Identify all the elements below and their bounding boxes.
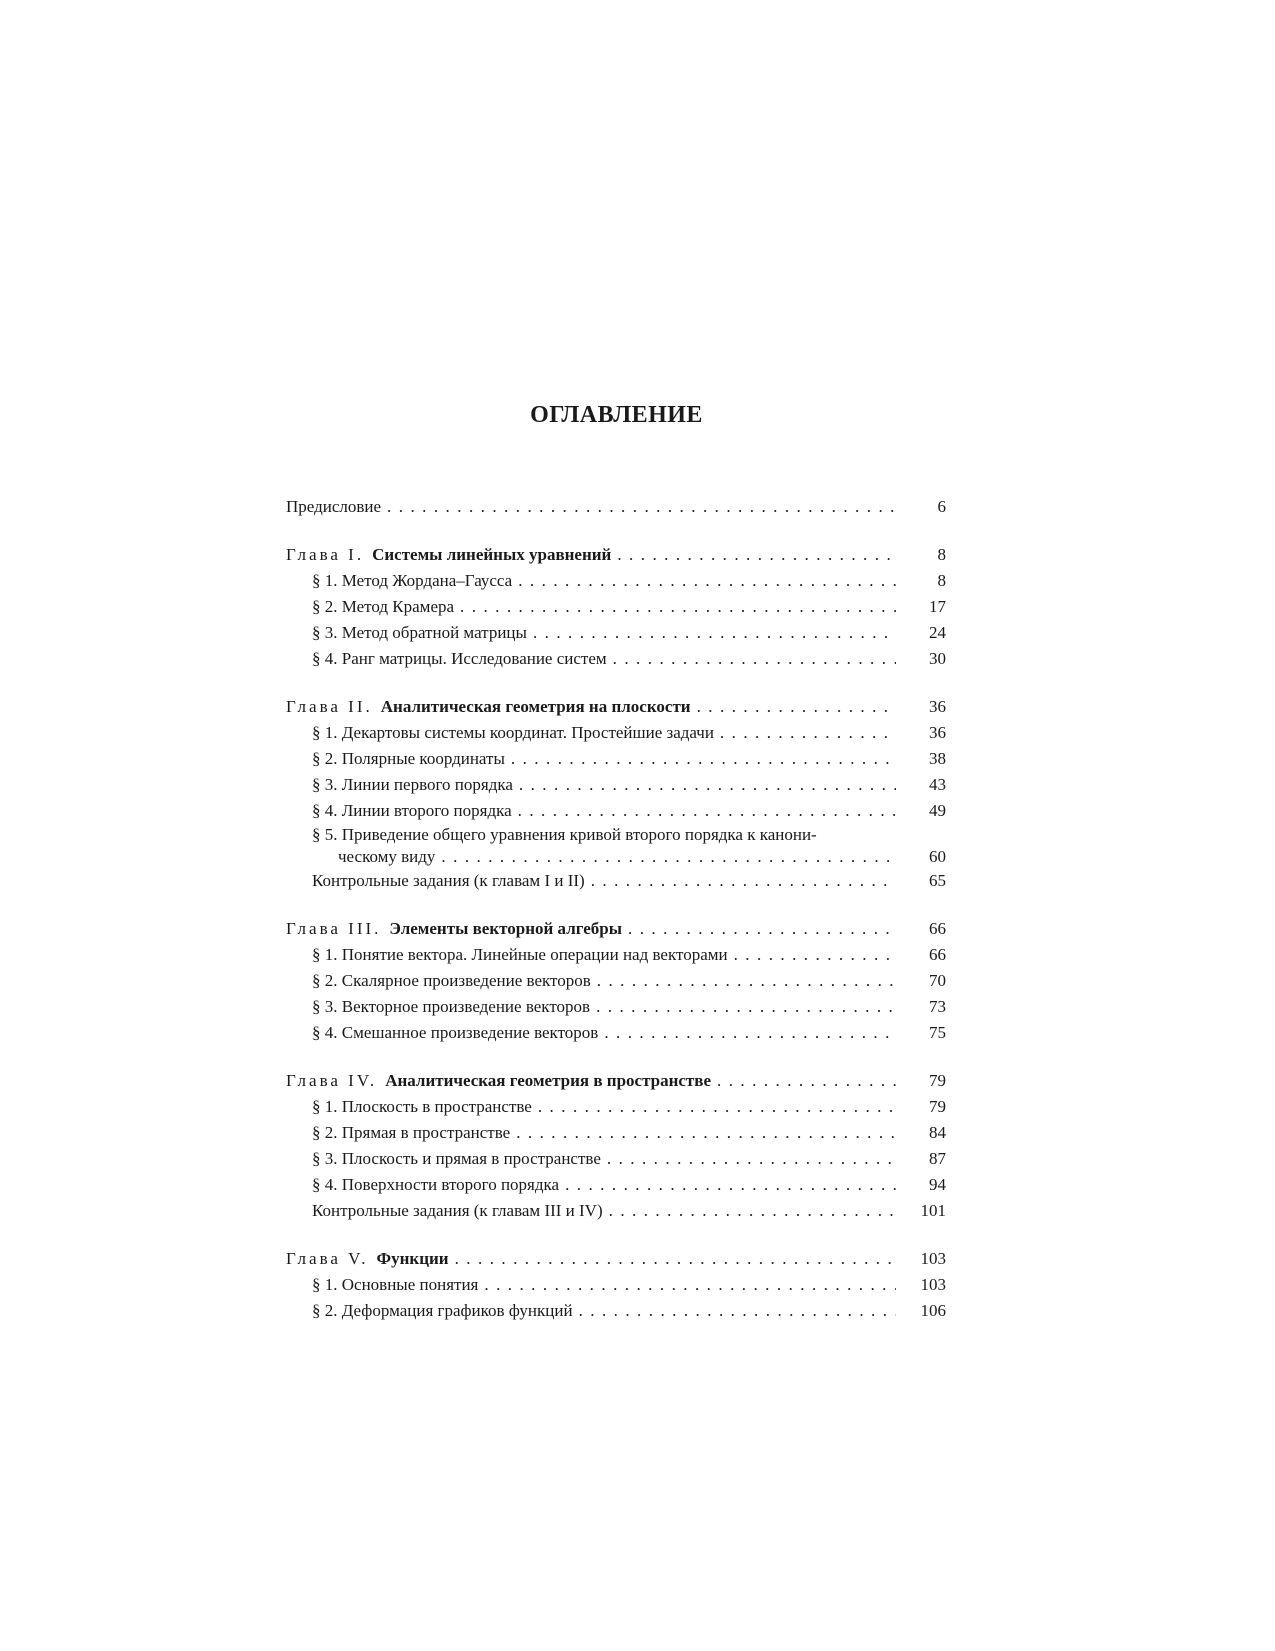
dot-leader [511, 746, 896, 772]
chapter-label: Глава V. [286, 1249, 369, 1268]
toc-page-number: 106 [920, 1301, 946, 1320]
section-title: § 3. Линии первого порядка [312, 775, 513, 794]
dot-leader [387, 494, 896, 520]
section-title-line1: § 5. Приведение общего уравнения кривой второго порядка к канони- [312, 825, 817, 844]
toc-page-number: 75 [929, 1023, 946, 1042]
section-title: § 1. Плоскость в пространстве [312, 1097, 532, 1116]
toc-section-wrapped [286, 824, 946, 846]
toc-chapter-2 [286, 694, 946, 720]
toc-page-number: 65 [929, 871, 946, 890]
dot-leader [609, 1198, 896, 1224]
dot-leader [597, 968, 896, 994]
toc-section [286, 1272, 946, 1298]
section-title: § 4. Ранг матрицы. Исследование систем [312, 649, 607, 668]
toc-page-number: 94 [929, 1175, 946, 1194]
dot-leader [617, 542, 896, 568]
toc-page-number: 8 [937, 571, 946, 590]
dot-leader [519, 772, 896, 798]
chapter-title: Аналитическая геометрия на плоскости [380, 697, 691, 716]
dot-leader [579, 1298, 896, 1324]
dot-leader [697, 694, 896, 720]
toc-section [286, 620, 946, 646]
toc-page-number: 87 [929, 1149, 946, 1168]
section-title: § 1. Понятие вектора. Линейные операции над векторами [312, 945, 728, 964]
toc-section [286, 1020, 946, 1046]
chapter-title: Аналитическая геометрия в пространстве [385, 1071, 712, 1090]
section-title: § 2. Метод Крамера [312, 597, 455, 616]
toc-section [286, 746, 946, 772]
toc-page-number: 66 [929, 945, 946, 964]
toc-page-number: 36 [929, 723, 946, 742]
dot-leader [607, 1146, 896, 1172]
dot-leader [591, 868, 896, 894]
toc-section [286, 720, 946, 746]
dot-leader [516, 1120, 896, 1146]
toc-page-number: 6 [937, 497, 946, 516]
dot-leader [441, 846, 896, 868]
toc-page-number: 36 [929, 697, 946, 716]
toc-chapter-5 [286, 1246, 946, 1272]
toc-page-number: 79 [929, 1071, 946, 1090]
toc-section [286, 594, 946, 620]
section-title: § 1. Основные понятия [312, 1275, 479, 1294]
toc-page-number: 38 [929, 749, 946, 768]
chapter-title: Системы линейных уравнений [372, 545, 612, 564]
toc-page-number: 103 [920, 1275, 946, 1294]
toc-section [286, 994, 946, 1020]
dot-leader [455, 1246, 896, 1272]
toc-entry-preface [286, 494, 946, 520]
toc-page-number: 66 [929, 919, 946, 938]
toc-entry-title: Предисловие [286, 497, 382, 516]
toc-section [286, 646, 946, 672]
chapter-label: Глава I. [286, 545, 365, 564]
dot-leader [460, 594, 896, 620]
dot-leader [565, 1172, 896, 1198]
dot-leader [484, 1272, 896, 1298]
toc-page-number: 84 [929, 1123, 946, 1142]
dot-leader [533, 620, 896, 646]
section-title: § 3. Векторное произведение векторов [312, 997, 591, 1016]
toc-section [286, 1198, 946, 1224]
page-title: ОГЛАВЛЕНИЕ [530, 402, 703, 428]
toc-page-number: 73 [929, 997, 946, 1016]
toc-page-number: 70 [929, 971, 946, 990]
toc-section [286, 868, 946, 894]
section-title: § 2. Деформация графиков функций [312, 1301, 573, 1320]
section-title: § 2. Скалярное произведение векторов [312, 971, 591, 990]
toc-chapter-4 [286, 1068, 946, 1094]
section-title: Контрольные задания (к главам III и IV) [312, 1201, 603, 1220]
toc-section-wrapped-cont [286, 846, 946, 868]
section-title: § 3. Плоскость и прямая в пространстве [312, 1149, 601, 1168]
dot-leader [518, 798, 896, 824]
dot-leader [518, 568, 896, 594]
toc-page-number: 43 [929, 775, 946, 794]
dot-leader [717, 1068, 896, 1094]
toc-section [286, 568, 946, 594]
chapter-title: Элементы векторной алгебры [389, 919, 623, 938]
toc-section [286, 1094, 946, 1120]
section-title: § 2. Прямая в пространстве [312, 1123, 511, 1142]
toc-section [286, 1172, 946, 1198]
dot-leader [734, 942, 896, 968]
toc-page-number: 60 [929, 847, 946, 866]
toc-section [286, 772, 946, 798]
toc-section [286, 942, 946, 968]
section-title: § 4. Линии второго порядка [312, 801, 512, 820]
toc-page-number: 30 [929, 649, 946, 668]
chapter-label: Глава II. [286, 697, 373, 716]
toc-page-number: 49 [929, 801, 946, 820]
toc-section [286, 798, 946, 824]
section-title: § 4. Поверхности второго порядка [312, 1175, 560, 1194]
chapter-label: Глава III. [286, 919, 382, 938]
section-title: Контрольные задания (к главам I и II) [312, 871, 585, 890]
chapter-label: Глава IV. [286, 1071, 378, 1090]
dot-leader [596, 994, 896, 1020]
toc-page-number: 79 [929, 1097, 946, 1116]
toc-chapter-1 [286, 542, 946, 568]
toc-page-number: 24 [929, 623, 946, 642]
table-of-contents [286, 494, 946, 1324]
section-title: § 3. Метод обратной матрицы [312, 623, 527, 642]
toc-page-number: 17 [929, 597, 946, 616]
dot-leader [538, 1094, 896, 1120]
toc-page-number: 8 [937, 545, 946, 564]
toc-section [286, 1146, 946, 1172]
section-title: § 1. Декартовы системы координат. Простейшие задачи [312, 723, 714, 742]
toc-section [286, 1120, 946, 1146]
dot-leader [720, 720, 896, 746]
toc-page-number: 103 [920, 1249, 946, 1268]
dot-leader [604, 1020, 896, 1046]
chapter-title: Функции [376, 1249, 449, 1268]
toc-section [286, 968, 946, 994]
toc-chapter-3 [286, 916, 946, 942]
toc-section [286, 1298, 946, 1324]
dot-leader [613, 646, 896, 672]
section-title: § 4. Смешанное произведение векторов [312, 1023, 599, 1042]
section-title-line2: ческому виду [338, 847, 436, 866]
section-title: § 1. Метод Жордана–Гаусса [312, 571, 513, 590]
dot-leader [628, 916, 896, 942]
section-title: § 2. Полярные координаты [312, 749, 505, 768]
toc-page-number: 101 [920, 1201, 946, 1220]
